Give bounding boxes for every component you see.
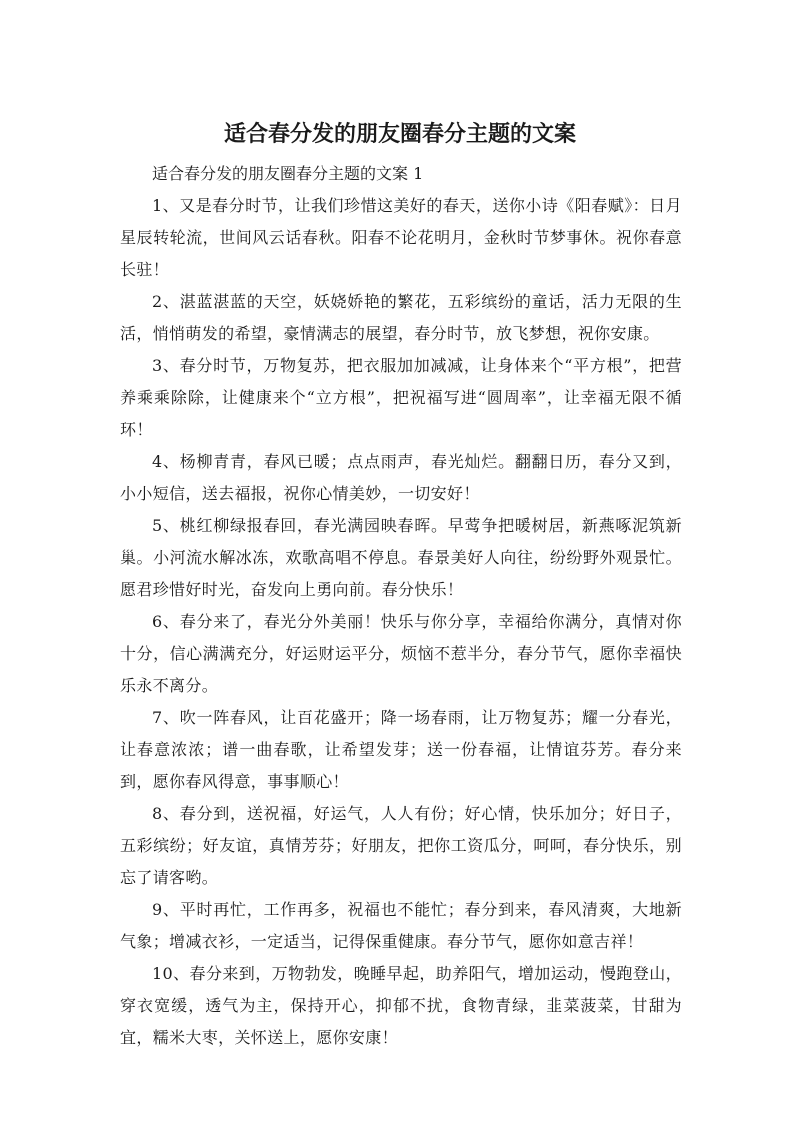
- paragraph-8: 8、春分到，送祝福，好运气，人人有份；好心情，快乐加分；好日子，五彩缤纷；好友谊，真情芳芬；好朋友，把你工资瓜分，呵呵，春分快乐，别忘了请客哟。: [120, 804, 682, 887]
- section-subtitle: 适合春分发的朋友圈春分主题的文案 1: [152, 164, 424, 183]
- paragraph-2: 2、湛蓝湛蓝的天空，妖娆娇艳的繁花，五彩缤纷的童话，活力无限的生活，悄悄萌发的希望，豪情满志的展望，春分时节，放飞梦想，祝你安康。: [120, 292, 682, 343]
- document-body: [120, 158, 682, 1054]
- paragraph-3: 3、春分时节，万物复苏，把衣服加加减减，让身体来个“平方根”，把营养乘乘除除，让健康来个“立方根”，把祝福写进“圆周率”，让幸福无限不循环！: [120, 356, 682, 439]
- paragraph-10: 10、春分来到，万物勃发，晚睡早起，助养阳气，增加运动，慢跑登山，穿衣宽缓，透气为主，保持开心，抑郁不扰，食物青绿，韭菜菠菜，甘甜为宜，糯米大枣，关怀送上，愿你安康！: [120, 964, 682, 1047]
- document-title: 适合春分发的朋友圈春分主题的文案: [223, 122, 576, 147]
- paragraph-9: 9、平时再忙，工作再多，祝福也不能忙；春分到来，春风清爽，大地新气象；增减衣衫，一定适当，记得保重健康。春分节气，愿你如意吉祥！: [120, 900, 682, 951]
- paragraph-4: 4、杨柳青青，春风已暖；点点雨声，春光灿烂。翻翻日历，春分又到，小小短信，送去福报，祝你心情美妙，一切安好！: [120, 452, 682, 503]
- paragraph-7: 7、吹一阵春风，让百花盛开；降一场春雨，让万物复苏；耀一分春光，让春意浓浓；谱一曲春歌，让希望发芽；送一份春福，让情谊芬芳。春分来到，愿你春风得意，事事顺心！: [120, 708, 682, 791]
- paragraph-5: 5、桃红柳绿报春回，春光满园映春晖。早莺争把暖树居，新燕啄泥筑新巢。小河流水解冰冻，欢歌高唱不停息。春景美好人向往，纷纷野外观景忙。愿君珍惜好时光，奋发向上勇向前。春分快乐！: [120, 516, 682, 599]
- paragraph-6: 6、春分来了，春光分外美丽！快乐与你分享，幸福给你满分，真情对你十分，信心满满充分，好运财运平分，烦恼不惹半分，春分节气，愿你幸福快乐永不离分。: [120, 612, 682, 695]
- paragraph-1: 1、又是春分时节，让我们珍惜这美好的春天，送你小诗《阳春赋》：日月星辰转轮流，世间风云话春秋。阳春不论花明月，金秋时节梦事休。祝你春意长驻！: [120, 196, 682, 279]
